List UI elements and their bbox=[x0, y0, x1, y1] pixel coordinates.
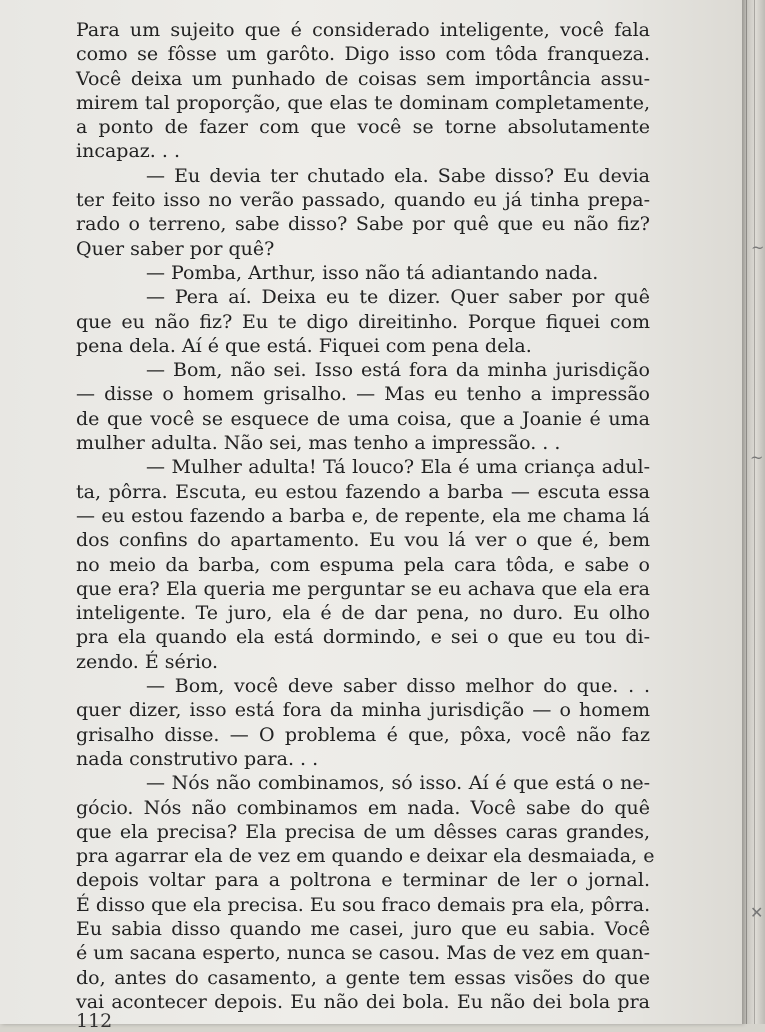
text-line: é um sacana esperto, nunca se casou. Mas de vez em quan- bbox=[76, 942, 650, 965]
text-line: — Eu devia ter chutado ela. Sabe disso? Eu devia bbox=[146, 164, 650, 187]
text-line: nada construtivo para. . . bbox=[76, 747, 319, 770]
text-line: — Nós não combinamos, só isso. Aí é que está o ne- bbox=[146, 772, 650, 795]
text-line: incapaz. . . bbox=[76, 140, 180, 163]
page-text bbox=[76, 18, 655, 1014]
thread-mark: ~ bbox=[751, 238, 765, 257]
text-line: rado o terreno, sabe disso? Sabe por quê que eu não fiz? bbox=[76, 213, 650, 236]
page-number: 112 bbox=[76, 1010, 113, 1032]
text-line: — Mulher adulta! Tá louco? Ela é uma criança adul- bbox=[146, 456, 650, 479]
text-line: ta, pôrra. Escuta, eu estou fazendo a barba — escuta essa bbox=[76, 480, 650, 503]
text-line: grisalho disse. — O problema é que, pôxa, você não faz bbox=[76, 723, 650, 746]
edge-divider bbox=[746, 0, 747, 1024]
text-line: — Bom, não sei. Isso está fora da minha jurisdição bbox=[146, 359, 650, 382]
text-line: como se fôsse um garôto. Digo isso com tôda franqueza. bbox=[76, 43, 650, 66]
text-line: inteligente. Te juro, ela é de dar pena, no duro. Eu olho bbox=[76, 602, 650, 625]
thread-mark: ~ bbox=[750, 448, 764, 467]
text-line: Para um sujeito que é considerado inteligente, você fala bbox=[76, 19, 650, 41]
text-line: quer dizer, isso está fora da minha jurisdição — o homem bbox=[76, 699, 650, 722]
text-line: dos confins do apartamento. Eu vou lá ver o que é, bem bbox=[76, 529, 650, 552]
text-line: vai acontecer depois. Eu não dei bola. Eu não dei bola pra bbox=[76, 990, 650, 1013]
text-line: zendo. É sério. bbox=[76, 650, 219, 673]
text-line: do, antes do casamento, a gente tem essas visões do que bbox=[76, 966, 650, 989]
text-line: pra agarrar ela de vez em quando e deixar ela desmaiada, e bbox=[76, 845, 655, 868]
text-line: — Bom, você deve saber disso melhor do que. . . bbox=[146, 675, 650, 698]
text-line: Quer saber por quê? bbox=[76, 237, 275, 260]
text-line: Eu sabia disso quando me casei, juro que eu sabia. Você bbox=[76, 917, 650, 940]
text-line: que eu não fiz? Eu te digo direitinho. Porque fiquei com bbox=[76, 310, 650, 333]
text-line: É disso que ela precisa. Eu sou fraco demais pra ela, pôrra. bbox=[76, 893, 651, 916]
text-line: — Pera aí. Deixa eu te dizer. Quer saber por quê bbox=[146, 286, 650, 309]
thread-mark: ✕ bbox=[750, 903, 764, 922]
text-line: mirem tal proporção, que elas te dominam completamente, bbox=[76, 91, 650, 114]
text-line: que era? Ela queria me perguntar se eu achava que ela era bbox=[76, 577, 650, 600]
text-line: mulher adulta. Não sei, mas tenho a impressão. . . bbox=[76, 432, 561, 455]
text-line: ter feito isso no verão passado, quando eu já tinha prepa- bbox=[76, 189, 650, 212]
text-line: — Pomba, Arthur, isso não tá adiantando nada. bbox=[146, 261, 599, 284]
text-line: que ela precisa? Ela precisa de um dêsses caras grandes, bbox=[76, 820, 650, 843]
text-line: no meio da barba, com espuma pela cara tôda, e sabe o bbox=[76, 553, 650, 576]
text-line: de que você se esquece de uma coisa, que a Joanie é uma bbox=[76, 407, 650, 430]
text-line: pra ela quando ela está dormindo, e sei o que eu tou di- bbox=[76, 626, 650, 649]
text-line: gócio. Nós não combinamos em nada. Você sabe do quê bbox=[76, 796, 650, 819]
text-line: — disse o homem grisalho. — Mas eu tenho a impressão bbox=[76, 383, 650, 406]
text-line: depois voltar para a poltrona e terminar de ler o jornal. bbox=[76, 869, 650, 892]
text-line: a ponto de fazer com que você se torne absolutamente bbox=[76, 116, 650, 139]
edge-divider bbox=[754, 0, 755, 1024]
text-line: pena dela. Aí é que está. Fiquei com pena dela. bbox=[76, 334, 532, 357]
page-stack-edge bbox=[742, 0, 765, 1024]
text-line: — eu estou fazendo a barba e, de repente, ela me chama lá bbox=[76, 504, 650, 527]
text-line: Você deixa um punhado de coisas sem importância assu- bbox=[76, 67, 650, 90]
